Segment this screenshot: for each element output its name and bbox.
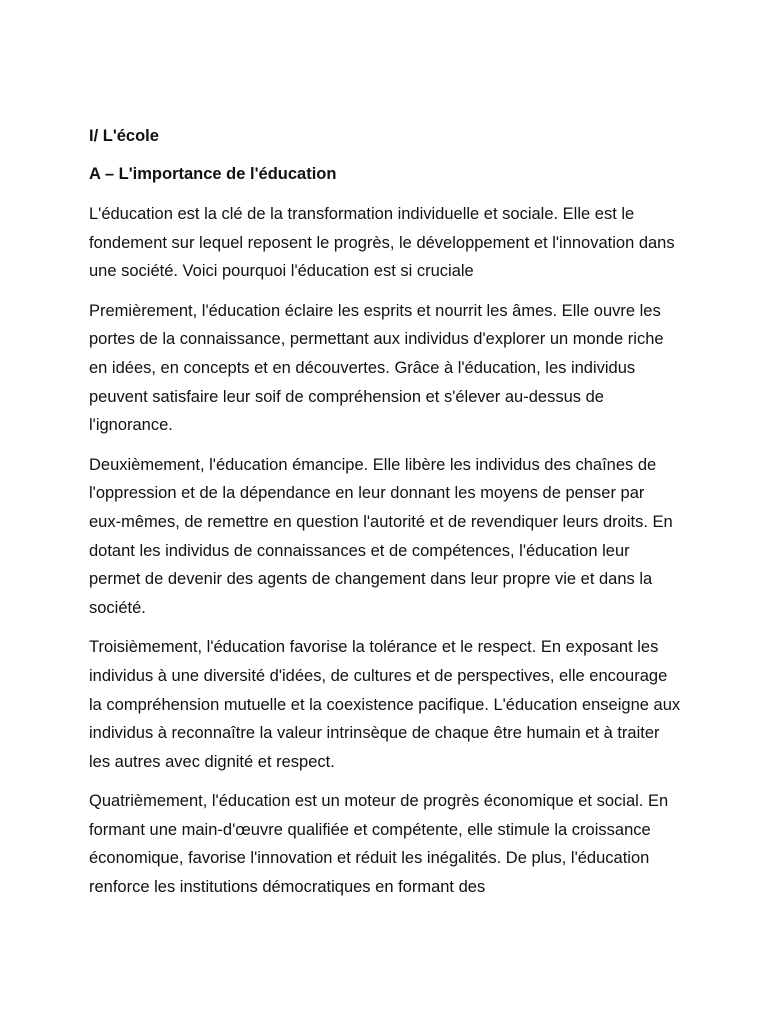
document-page bbox=[89, 124, 681, 913]
paragraph-fourth-point: Quatrièmement, l'éducation est un moteur de progrès économique et social. En formant une main-d'œuvre qualifiée et compétente, elle stimule la croissance économique, favorise l'innovation et réduit les inégalités. De plus, l'éducation renforce les institutions démocratiques en formant des bbox=[89, 792, 669, 897]
paragraph-intro: L'éducation est la clé de la transformation individuelle et sociale. Elle est le fondement sur lequel reposent le progrès, le développement et l'innovation dans une société. Voici pourquoi l'éducation est si cruciale bbox=[89, 205, 675, 281]
section-heading: I/ L'école bbox=[89, 127, 159, 145]
paragraph-first-point: Premièrement, l'éducation éclaire les esprits et nourrit les âmes. Elle ouvre les portes de la connaissance, permettant aux individus d'explorer un monde riche en idées, en concepts et en découvertes. Grâce à l'éducation, les individus peuvent satisfaire leur soif de compréhension et s'élever au-dessus de l'ignorance. bbox=[89, 301, 664, 435]
paragraph-second-point: Deuxièmement, l'éducation émancipe. Elle libère les individus des chaînes de l'oppression et de la dépendance en leur donnant les moyens de penser par eux-mêmes, de remettre en question l'autorité et de revendiquer leurs droits. En dotant les individus de connaissances et de compétences, l'éducation leur permet de devenir des agents de changement dans leur propre vie et dans la société. bbox=[89, 455, 673, 617]
paragraph-third-point: Troisièmement, l'éducation favorise la tolérance et le respect. En exposant les individus à une diversité d'idées, de cultures et de perspectives, elle encourage la compréhension mutuelle et la coexistence pacifique. L'éducation enseigne aux individus à reconnaître la valeur intrinsèque de chaque être humain et à traiter les autres avec dignité et respect. bbox=[89, 638, 681, 771]
subsection-heading: A – L'importance de l'éducation bbox=[89, 165, 337, 183]
